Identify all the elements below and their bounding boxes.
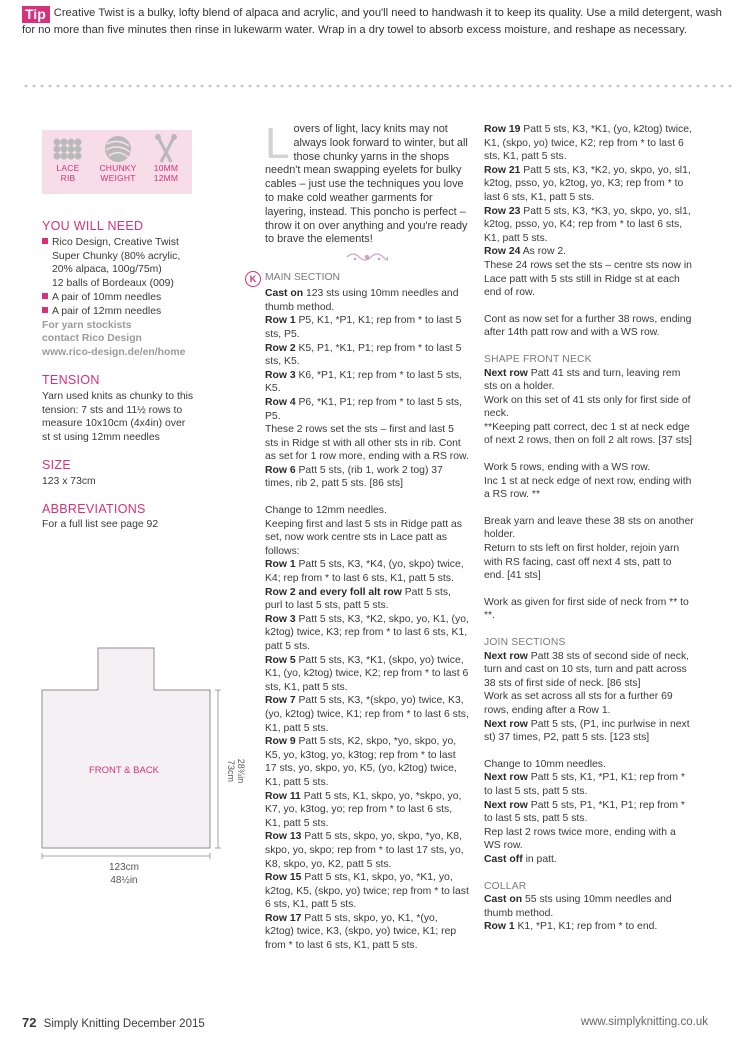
row-label: Row 2 and every foll alt row [265,586,402,598]
row-label: Row 9 [265,736,296,748]
tip-text: Creative Twist is a bulky, lofty blend of alpaca and acrylic, and you'll need to handwash it to keep its quality. Use a mild detergent, wash for no more than five minutes then rinse in lukewarm water. Wrap in a dry towel to absorb excess moisture, and reshape as necessary. [22,7,722,36]
row-text: As row 2. [520,246,567,258]
row-text: Patt 5 sts, K3, *K4, (yo, skpo) twice, K4; rep from * to last 6 sts, K1, patt 5 sts. [265,559,464,585]
yarn-ball-icon [101,134,135,164]
row-instruction [484,650,694,691]
row-label: Row 1 [484,921,515,933]
row-instruction [265,396,469,423]
row-instruction [265,342,469,369]
size-heading: SIZE [42,457,71,472]
row-text: Patt 5 sts, skpo, yo, K1, *(yo, k2tog) twice, K3, (skpo, yo) twice, K1; rep from * to last 6 sts, K1, patt 5 sts. [265,912,457,952]
row-instruction [484,718,694,745]
row-text: in patt. [522,853,557,865]
main-section-title: MAIN SECTION [265,272,341,284]
row-label: Next row [484,367,528,379]
row-instruction [484,893,694,920]
tip-badge: Tip [22,6,50,23]
lace-label: LACE [56,163,80,173]
intro-paragraph [265,119,469,247]
row-text: Patt 5 sts, (rib 1, work 2 tog) 37 times, rib 2, patt 5 sts. [86 sts] [265,464,443,490]
tip-box [22,6,734,37]
abbreviations-text: For a full list see page 92 [42,519,159,531]
row-text: K5, P1, *K1, P1; rep from * to last 5 sts, K5. [265,342,462,368]
width-in-label: 48½in [110,875,138,886]
row-text: Patt 5 sts, skpo, yo, skpo, *yo, K8, skpo, yo, skpo; rep from * to last 17 sts, yo, K8, skpo, yo, K2, patt 5 sts. [265,831,464,870]
row-text: Patt 5 sts, purl to last 5 sts, patt 5 sts. [265,586,451,612]
row-label: Row 1 [265,559,296,571]
row-label: Row 3 [265,613,296,625]
row-instruction [484,123,694,164]
row-text: Patt 5 sts, K1, *P1, K1; rep from * to last 5 sts, patt 5 sts. [484,772,685,797]
row-text: K1, *P1, K1; rep from * to end. [514,921,658,933]
row-instruction [265,314,469,341]
drop-cap: L [265,119,290,168]
page-number: 72 [22,1015,37,1030]
yarn-line-4: 12 balls of Bordeaux (009) [52,278,174,290]
row-text: 55 sts using 10mm needles and thumb method. [484,894,672,919]
row-text: P6, *K1, P1; rep from * to last 5 sts, P5. [265,396,462,422]
row-instruction [484,799,694,826]
row-label: Row 2 [265,342,296,354]
row-label: Row 13 [265,831,302,843]
row-text: Patt 5 sts, K1, skpo, yo, *K1, yo, k2tog, K5, (skpo, yo) twice; rep from * to last 6 sts, K1, patt 5 sts. [265,872,469,911]
row-text: Patt 5 sts, K3, *K2, skpo, yo, K1, (yo, k2tog) twice, K3; rep from * to last 6 sts, K1, patt 5 sts. [265,613,469,653]
row-text: Patt 5 sts, K3, *K3, yo, skpo, yo, sl1, k2tog, psso, yo, K4; rep from * to last 6 sts, K1, patt 5 sts. [484,205,691,244]
row-instruction [265,871,469,912]
tension-line-4: st st using 12mm needles [42,432,160,444]
instruction-paragraph: Cont as now set for a further 38 rows, ending after 14th patt row and with a WS row. [484,313,692,339]
row-label: Row 4 [265,396,296,408]
row-label: Next row [484,650,528,662]
row-label: Cast off [484,853,523,865]
row-label: Row 11 [265,790,301,802]
height-cm-label: 73cm [226,759,236,783]
row-label: Row 21 [484,164,521,176]
row-instruction [265,790,469,831]
cast-on-instruction [265,287,469,314]
instruction-paragraph: Inc 1 st at neck edge of next row, ending with a RS row. ** [484,475,692,501]
row-instruction [265,369,469,396]
row-text: Patt 5 sts, K2, skpo, *yo, skpo, yo, K5, yo, k3tog, yo, k3tog; rep from * to last 17 sts, yo, skpo, yo, K5, (yo, k2tog) twice, K1, patt 5 sts. [265,736,457,788]
shape-front-neck-heading: SHAPE FRONT NECK [484,353,592,365]
pattern-column-2 [249,119,469,953]
yarn-line-2: Super Chunky (80% acrylic, [52,250,181,262]
row-text: Patt 5 sts, (P1, inc purlwise in next st) 37 times, P2, patt 5 sts. [123 sts] [484,718,690,744]
instruction-paragraph: Work on this set of 41 sts only for first side of neck. [484,394,691,420]
row-label: Row 7 [265,695,296,707]
collar-heading: COLLAR [484,880,527,892]
you-will-need-heading: YOU WILL NEED [42,219,144,233]
needles-icon [149,134,183,164]
width-cm-label: 123cm [108,862,140,873]
section-badge: K [245,271,261,287]
row-text: Patt 5 sts, K3, *(skpo, yo) twice, K3, (yo, k2tog) twice, K1; rep from * to last 6 sts, K1, patt 5 sts. [265,695,469,734]
main-section-heading [245,271,469,287]
row-label: Row 6 [265,464,296,476]
row-label: Next row [484,718,528,730]
ornament-icon [345,251,389,263]
website-link[interactable]: www.simplyknitting.co.uk [580,1016,708,1028]
rib-label: RIB [60,172,76,183]
row-instruction [484,367,694,394]
needle-item-12mm: A pair of 12mm needles [42,305,232,319]
row-instruction [265,464,469,491]
row-instruction [265,613,469,654]
yarn-line-1: Rico Design, Creative Twist [42,236,232,250]
instruction-paragraph: Keeping first and last 5 sts in Ridge patt as set, now work centre sts in Lace patt as follows: [265,518,462,557]
stockists-link[interactable]: www.rico-design.de/en/home [42,347,186,359]
row-label: Row 24 [484,246,521,258]
instruction-paragraph: Work as given for first side of neck from ** to **. [484,596,689,622]
row-instruction [265,912,469,953]
row-instruction [484,920,694,934]
row-instruction [484,205,694,246]
row-instruction [484,245,694,259]
magazine-issue: Simply Knitting December 2015 [43,1018,205,1030]
instruction-paragraph: These 24 rows set the sts – centre sts now in Lace patt with 5 sts still in Ridge st at each end of row. [484,259,692,299]
row-instruction [265,654,469,695]
row-instruction [484,771,694,798]
abbreviations-heading: ABBREVIATIONS [42,501,146,516]
icon-panel [42,130,192,194]
row-label: Row 3 [265,369,296,381]
row-instruction [484,164,694,205]
row-label: Row 17 [265,912,302,924]
lace-rib-badge [46,134,90,183]
size-value: 123 x 73cm [42,475,96,487]
instruction-paragraph: These 2 rows set the sts – first and last 5 sts in Ridge st with all other sts in rib. Cont as set for 1 row more, ending with a RS row. [265,424,469,463]
cast-on-text: 123 sts using 10mm needles and thumb method. [265,288,459,313]
row-text: P5, K1, *P1, K1; rep from * to last 5 sts, P5. [265,315,462,340]
yarn-line-3: 20% alpaca, 100g/75m) [52,264,162,276]
height-in-label: 28¾in [236,758,246,784]
row-label: Cast on [484,894,523,906]
row-label: Next row [484,799,528,811]
chunky-label: CHUNKY [99,163,137,173]
row-text: Patt 41 sts and turn, leaving rem sts on a holder. [484,367,681,393]
dotted-divider [22,84,732,88]
join-sections-heading: JOIN SECTIONS [484,637,566,648]
row-text: Patt 5 sts, K1, skpo, yo, *skpo, yo, K7, yo, k3tog, yo; rep from * to last 6 sts, K1, patt 5 sts. [265,790,462,829]
needle-10mm-label: 10MM [153,163,179,173]
row-text: Patt 5 sts, K3, *K1, (skpo, yo) twice, K1, (yo, k2tog) twice, K2; rep from * to last 6 sts, K1, patt 5 sts. [265,654,469,693]
page-footer [22,1015,732,1030]
instruction-paragraph: **Keeping patt correct, dec 1 st at neck edge of next 2 rows, then on foll 2 alt rows. [37 sts] [484,421,692,447]
pattern-column-3 [484,123,694,934]
poncho-schematic [42,648,246,888]
row-text: Patt 5 sts, P1, *K1, P1; rep from * to last 5 sts, patt 5 sts. [484,799,685,825]
row-text: Patt 5 sts, K3, *K1, (yo, k2tog) twice, K1, (skpo, yo) twice, K2; rep from * to last 6 sts, K1, patt 5 sts. [484,124,692,163]
instruction-paragraph: Rep last 2 rows twice more, ending with a WS row. [484,826,676,852]
row-instruction [265,735,469,789]
row-text: Patt 38 sts of second side of neck, turn and cast on 10 sts, turn and patt across 38 sts of first side of neck. [86 sts] [484,650,690,689]
row-label: Row 1 [265,315,296,327]
weight-label: WEIGHT [100,172,136,183]
row-instruction [484,853,694,867]
needle-12mm-label: 12MM [153,172,179,183]
front-back-label: FRONT & BACK [88,765,160,776]
row-instruction [265,558,469,585]
cast-on-label: Cast on [265,288,304,300]
row-label: Row 15 [265,872,302,884]
instruction-paragraph: Work as set across all sts for a further 69 rows, ending after a Row 1. [484,691,673,716]
instruction-paragraph: Work 5 rows, ending with a WS row. [484,462,651,474]
row-instruction [265,694,469,735]
ornament [265,251,469,265]
stockists-line-1: For yarn stockists [42,319,132,331]
needle-item-10mm: A pair of 10mm needles [42,291,232,305]
row-text: K6, *P1, K1; rep from * to last 5 sts, K5. [265,369,462,395]
row-label: Row 19 [484,124,521,135]
tension-line-2: tension: 7 sts and 11½ rows to [42,404,183,416]
instruction-paragraph: Break yarn and leave these 38 sts on another holder. [484,515,694,541]
needles-badge [144,134,188,183]
instruction-paragraph: Return to sts left on first holder, rejoin yarn with RS facing, cast off next 4 sts, patt to end. [41 sts] [484,543,680,582]
tension-line-3: measure 10x10cm (4x4in) over [42,418,186,430]
stockists-line-2: contact Rico Design [42,333,142,345]
sidebar [42,130,232,532]
tension-line-1: Yarn used knits as chunky to this [42,390,194,402]
tension-heading: TENSION [42,372,100,387]
intro-text: overs of light, lacy knits may not always look forward to winter, but all those chunky yarns in the shops needn't mean swapping eyelets for bulky cables – just use the techniques you love to make cold weather garments for layering, instead. This poncho is perfect – throw it on over anything and you're ready to brave the elements! [265,123,468,246]
row-label: Row 5 [265,654,296,666]
row-instruction [265,830,469,871]
row-instruction [265,586,469,613]
instruction-paragraph: Change to 12mm needles. [265,505,387,517]
lace-rib-icon [51,134,85,164]
row-label: Row 23 [484,205,521,217]
row-text: Patt 5 sts, K3, *K2, yo, skpo, yo, sl1, k2tog, psso, yo, k2tog, yo, K3; rep from * to last 6 sts, K1, patt 5 sts. [484,164,691,203]
instruction-paragraph: Change to 10mm needles. [484,758,606,770]
row-label: Next row [484,772,528,784]
chunky-weight-badge [96,134,140,183]
